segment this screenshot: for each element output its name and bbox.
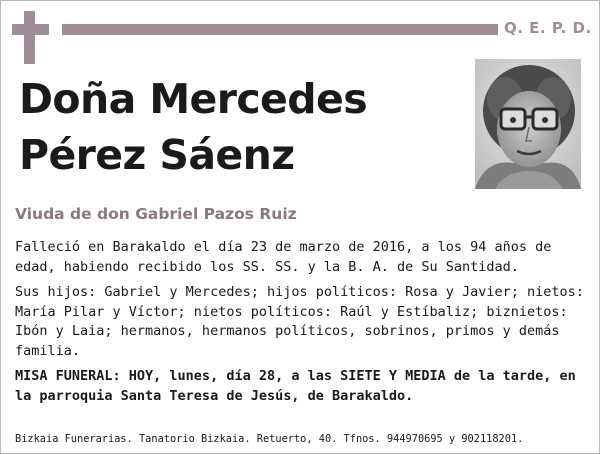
notice-body bbox=[15, 238, 587, 412]
deceased-name bbox=[19, 71, 459, 183]
qepd-label: Q. E. P. D. bbox=[504, 19, 592, 37]
portrait-photo bbox=[475, 59, 581, 189]
portrait-photo-icon bbox=[475, 59, 581, 189]
death-paragraph: Falleció en Barakaldo el día 23 de marzo de 2016, a los 94 años de edad, habiendo recibido los SS. SS. y la B. A. de Su Santidad. bbox=[15, 239, 552, 275]
cross-horizontal-bar bbox=[12, 24, 49, 35]
name-line-2: Pérez Sáenz bbox=[19, 131, 295, 179]
cross-vertical-bar bbox=[24, 11, 35, 64]
widow-of-line: Viuda de don Gabriel Pazos Ruiz bbox=[15, 205, 297, 223]
header-divider-bar bbox=[62, 24, 498, 35]
name-line-1: Doña Mercedes bbox=[19, 75, 368, 123]
funeral-home-footer: Bizkaia Funerarias. Tanatorio Bizkaia. Retuerto, 40. Tfnos. 944970695 y 902118201. bbox=[15, 433, 524, 445]
funeral-mass-paragraph: MISA FUNERAL: HOY, lunes, día 28, a las SIETE Y MEDIA de la tarde, en la parroquia Santa Teresa de Jesús, de Barakaldo. bbox=[15, 368, 576, 404]
family-paragraph: Sus hijos: Gabriel y Mercedes; hijos políticos: Rosa y Javier; nietos: María Pilar y Víctor; nietos políticos: Raúl y Estíbaliz; biznietos: Ibón y Laia; hermanos, hermanos políticos, sobrinos, primos y demás familia. bbox=[15, 284, 584, 359]
